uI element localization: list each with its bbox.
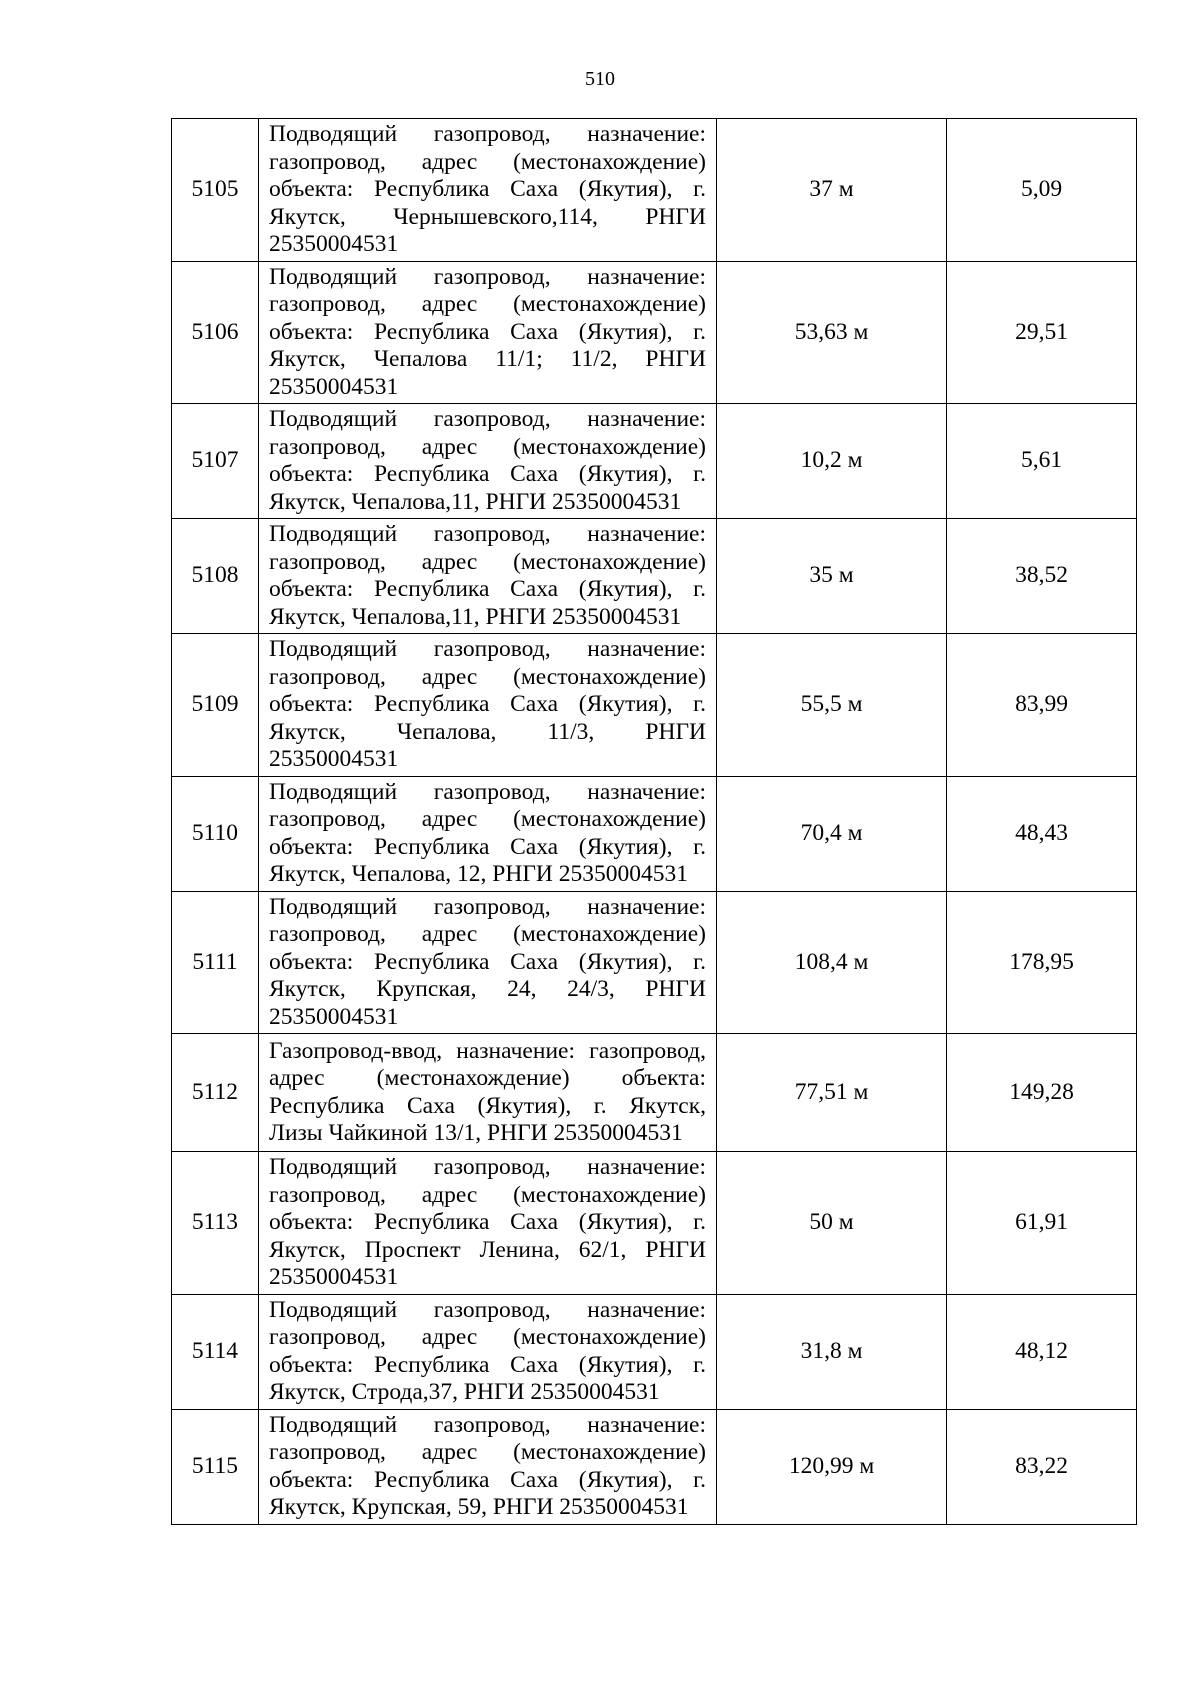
page-number: 510: [585, 68, 615, 90]
description-line: Газопровод-ввод, назначение: газопровод,: [269, 1037, 706, 1064]
object-description-cell: [259, 519, 717, 634]
row-number-cell: 5109: [172, 634, 259, 777]
description-line: Республика Саха (Якутия), г. Якутск,: [269, 1092, 706, 1119]
table-row: [172, 634, 1137, 777]
description-line: Подводящий газопровод, назначение:: [269, 778, 706, 805]
length-cell: 50 м: [717, 1152, 947, 1295]
description-line: Якутск, Чепалова,11, РНГИ 25350004531: [269, 488, 682, 515]
value-cell: 29,51: [947, 261, 1137, 404]
description-line: объекта: Республика Саха (Якутия), г.: [269, 576, 706, 602]
description-line: газопровод, адрес (местонахождение): [269, 663, 706, 690]
description-line: газопровод, адрес (местонахождение): [269, 1439, 706, 1465]
value-cell: 61,91: [947, 1152, 1137, 1295]
description-line: 25350004531: [269, 1003, 399, 1030]
description-line: газопровод, адрес (местонахождение): [269, 433, 706, 460]
object-description-cell: [259, 1152, 717, 1295]
row-number-cell: 5114: [172, 1294, 259, 1409]
object-description-cell: [259, 634, 717, 777]
row-number-cell: 5111: [172, 891, 259, 1034]
length-cell: 53,63 м: [717, 261, 947, 404]
object-description-cell: [259, 404, 717, 519]
description-line: Якутск, Чепалова,11, РНГИ 25350004531: [269, 603, 682, 630]
table-row: [172, 1409, 1137, 1524]
value-cell: 178,95: [947, 891, 1137, 1034]
description-line: Подводящий газопровод, назначение:: [269, 1154, 706, 1180]
registry-table: [171, 118, 1137, 1525]
description-line: 25350004531: [269, 1264, 399, 1290]
value-cell: 83,22: [947, 1409, 1137, 1524]
description-line: газопровод, адрес (местонахождение): [269, 148, 706, 175]
description-line: Якутск, Крупская, 24, 24/3, РНГИ: [269, 976, 706, 1002]
description-line: объекта: Республика Саха (Якутия), г.: [269, 176, 706, 202]
row-number-cell: 5113: [172, 1152, 259, 1295]
description-line: Подводящий газопровод, назначение:: [269, 263, 706, 290]
description-line: объекта: Республика Саха (Якутия), г.: [269, 1209, 706, 1235]
table-row: [172, 891, 1137, 1034]
value-cell: 5,09: [947, 119, 1137, 262]
value-cell: 5,61: [947, 404, 1137, 519]
description-line: Якутск, Крупская, 59, РНГИ 25350004531: [269, 1494, 689, 1520]
description-line: адрес (местонахождение) объекта:: [269, 1065, 706, 1091]
row-number-cell: 5107: [172, 404, 259, 519]
description-line: Подводящий газопровод, назначение:: [269, 893, 706, 920]
value-cell: 38,52: [947, 519, 1137, 634]
table-row: [172, 404, 1137, 519]
description-line: Подводящий газопровод, назначение:: [269, 1296, 706, 1323]
object-description-cell: [259, 1294, 717, 1409]
row-number-cell: 5105: [172, 119, 259, 262]
table-row: [172, 261, 1137, 404]
description-line: газопровод, адрес (местонахождение): [269, 921, 706, 947]
length-cell: 37 м: [717, 119, 947, 262]
description-line: Якутск, Чепалова, 12, РНГИ 25350004531: [269, 861, 688, 887]
object-description-cell: [259, 776, 717, 891]
description-line: 25350004531: [269, 231, 399, 257]
description-line: объекта: Республика Саха (Якутия), г.: [269, 833, 706, 860]
description-line: Якутск, Чепалова 11/1; 11/2, РНГИ: [269, 346, 706, 372]
length-cell: 77,51 м: [717, 1034, 947, 1152]
value-cell: 83,99: [947, 634, 1137, 777]
description-line: объекта: Республика Саха (Якутия), г.: [269, 948, 706, 975]
description-line: Якутск, Чепалова, 11/3, РНГИ: [269, 718, 706, 745]
description-line: газопровод, адрес (местонахождение): [269, 1181, 706, 1208]
description-line: 25350004531: [269, 746, 399, 772]
object-description-cell: [259, 261, 717, 404]
description-line: газопровод, адрес (местонахождение): [269, 548, 706, 575]
description-line: объекта: Республика Саха (Якутия), г.: [269, 1466, 706, 1493]
description-line: Якутск, Чернышевского,114, РНГИ: [269, 203, 706, 230]
length-cell: 108,4 м: [717, 891, 947, 1034]
value-cell: 149,28: [947, 1034, 1137, 1152]
table-row: [172, 1294, 1137, 1409]
length-cell: 70,4 м: [717, 776, 947, 891]
length-cell: 10,2 м: [717, 404, 947, 519]
description-line: Подводящий газопровод, назначение:: [269, 121, 706, 147]
table-row: [172, 1034, 1137, 1152]
object-description-cell: [259, 119, 717, 262]
length-cell: 55,5 м: [717, 634, 947, 777]
row-number-cell: 5108: [172, 519, 259, 634]
row-number-cell: 5110: [172, 776, 259, 891]
description-line: газопровод, адрес (местонахождение): [269, 291, 706, 317]
object-description-cell: [259, 891, 717, 1034]
table-row: [172, 519, 1137, 634]
description-line: Якутск, Строда,37, РНГИ 25350004531: [269, 1379, 660, 1405]
description-line: Подводящий газопровод, назначение:: [269, 636, 706, 662]
object-description-cell: [259, 1409, 717, 1524]
description-line: 25350004531: [269, 373, 399, 400]
description-line: Подводящий газопровод, назначение:: [269, 406, 706, 432]
description-line: Лизы Чайкиной 13/1, РНГИ 25350004531: [269, 1120, 683, 1146]
description-line: объекта: Республика Саха (Якутия), г.: [269, 691, 706, 717]
row-number-cell: 5112: [172, 1034, 259, 1152]
length-cell: 31,8 м: [717, 1294, 947, 1409]
value-cell: 48,12: [947, 1294, 1137, 1409]
table-row: [172, 119, 1137, 262]
row-number-cell: 5115: [172, 1409, 259, 1524]
description-line: объекта: Республика Саха (Якутия), г.: [269, 461, 706, 487]
description-line: газопровод, адрес (местонахождение): [269, 806, 706, 832]
table-row: [172, 1152, 1137, 1295]
description-line: объекта: Республика Саха (Якутия), г.: [269, 318, 706, 345]
value-cell: 48,43: [947, 776, 1137, 891]
description-line: объекта: Республика Саха (Якутия), г.: [269, 1351, 706, 1378]
row-number-cell: 5106: [172, 261, 259, 404]
description-line: газопровод, адрес (местонахождение): [269, 1324, 706, 1350]
table-row: [172, 776, 1137, 891]
registry-table-body: [172, 119, 1137, 1525]
object-description-cell: [259, 1034, 717, 1152]
description-line: Якутск, Проспект Ленина, 62/1, РНГИ: [269, 1236, 706, 1263]
length-cell: 35 м: [717, 519, 947, 634]
description-line: Подводящий газопровод, назначение:: [269, 1411, 706, 1438]
description-line: Подводящий газопровод, назначение:: [269, 521, 706, 547]
length-cell: 120,99 м: [717, 1409, 947, 1524]
